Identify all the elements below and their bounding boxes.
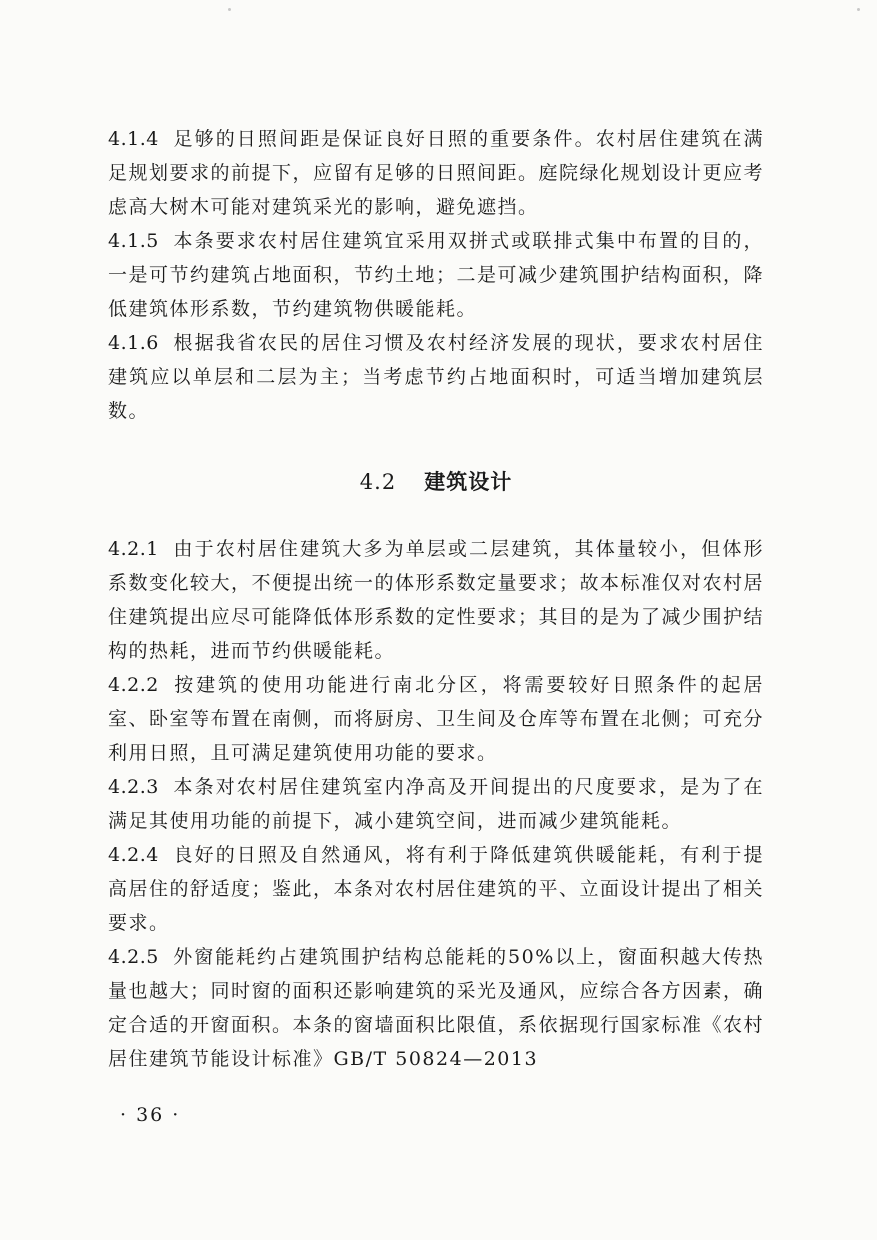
clause-4-1-4 [108,122,764,224]
clause-4-2-2 [108,668,764,770]
page-number: · 36 · [120,1104,181,1126]
clause-4-2-1 [108,532,764,668]
scan-speck [857,8,860,11]
clause-text: 按建筑的使用功能进行南北分区，将需要较好日照条件的起居室、卧室等布置在南侧，而将厨房、卫生间及仓库等布置在北侧；可充分利用日照，且可满足建筑使用功能的要求。 [108,674,765,764]
clause-text: 良好的日照及自然通风，将有利于降低建筑供暖能耗，有利于提高居住的舒适度；鉴此，本条对农村居住建筑的平、立面设计提出了相关要求。 [108,844,765,934]
clause-number: 4.2.5 [108,946,159,968]
clause-number: 4.2.3 [108,776,159,798]
clause-4-2-4 [108,838,764,940]
clause-4-1-6 [108,326,764,428]
clause-number: 4.1.4 [108,128,159,150]
scan-speck [228,8,231,11]
clause-text: 根据我省农民的居住习惯及农村经济发展的现状，要求农村居住建筑应以单层和二层为主；当考虑节约占地面积时，可适当增加建筑层数。 [108,332,764,422]
clause-4-2-3 [108,770,764,838]
section-number: 4.2 [359,470,397,494]
page-content [108,122,764,1076]
clause-number: 4.1.6 [108,332,159,354]
clause-text: 外窗能耗约占建筑围护结构总能耗的50%以上，窗面积越大传热量也越大；同时窗的面积还影响建筑的采光及通风，应综合各方因素，确定合适的开窗面积。本条的窗墙面积比限值，系依据现行国家标准《农村居住建筑节能设计标准》GB/T 50824—2013 [108,946,765,1070]
clause-text: 足够的日照间距是保证良好日照的重要条件。农村居住建筑在满足规划要求的前提下，应留有足够的日照间距。庭院绿化规划设计更应考虑高大树木可能对建筑采光的影响，避免遮挡。 [108,128,765,218]
section-heading [108,466,764,496]
clause-number: 4.1.5 [108,230,159,252]
clause-number: 4.2.4 [108,844,159,866]
clause-text: 由于农村居住建筑大多为单层或二层建筑，其体量较小，但体形系数变化较大，不便提出统一的体形系数定量要求；故本标准仅对农村居住建筑提出应尽可能降低体形系数的定性要求；其目的是为了减少围护结构的热耗，进而节约供暖能耗。 [108,538,765,662]
clause-number: 4.2.1 [108,538,159,560]
clause-text: 本条要求农村居住建筑宜采用双拼式或联排式集中布置的目的，一是可节约建筑占地面积，节约土地；二是可减少建筑围护结构面积，降低建筑体形系数，节约建筑物供暖能耗。 [108,230,765,320]
clause-4-1-5 [108,224,764,326]
clause-4-2-5 [108,940,764,1076]
section-title: 建筑设计 [424,470,513,494]
clause-number: 4.2.2 [108,674,159,696]
clause-text: 本条对农村居住建筑室内净高及开间提出的尺度要求，是为了在满足其使用功能的前提下，减小建筑空间，进而减少建筑能耗。 [108,776,764,832]
